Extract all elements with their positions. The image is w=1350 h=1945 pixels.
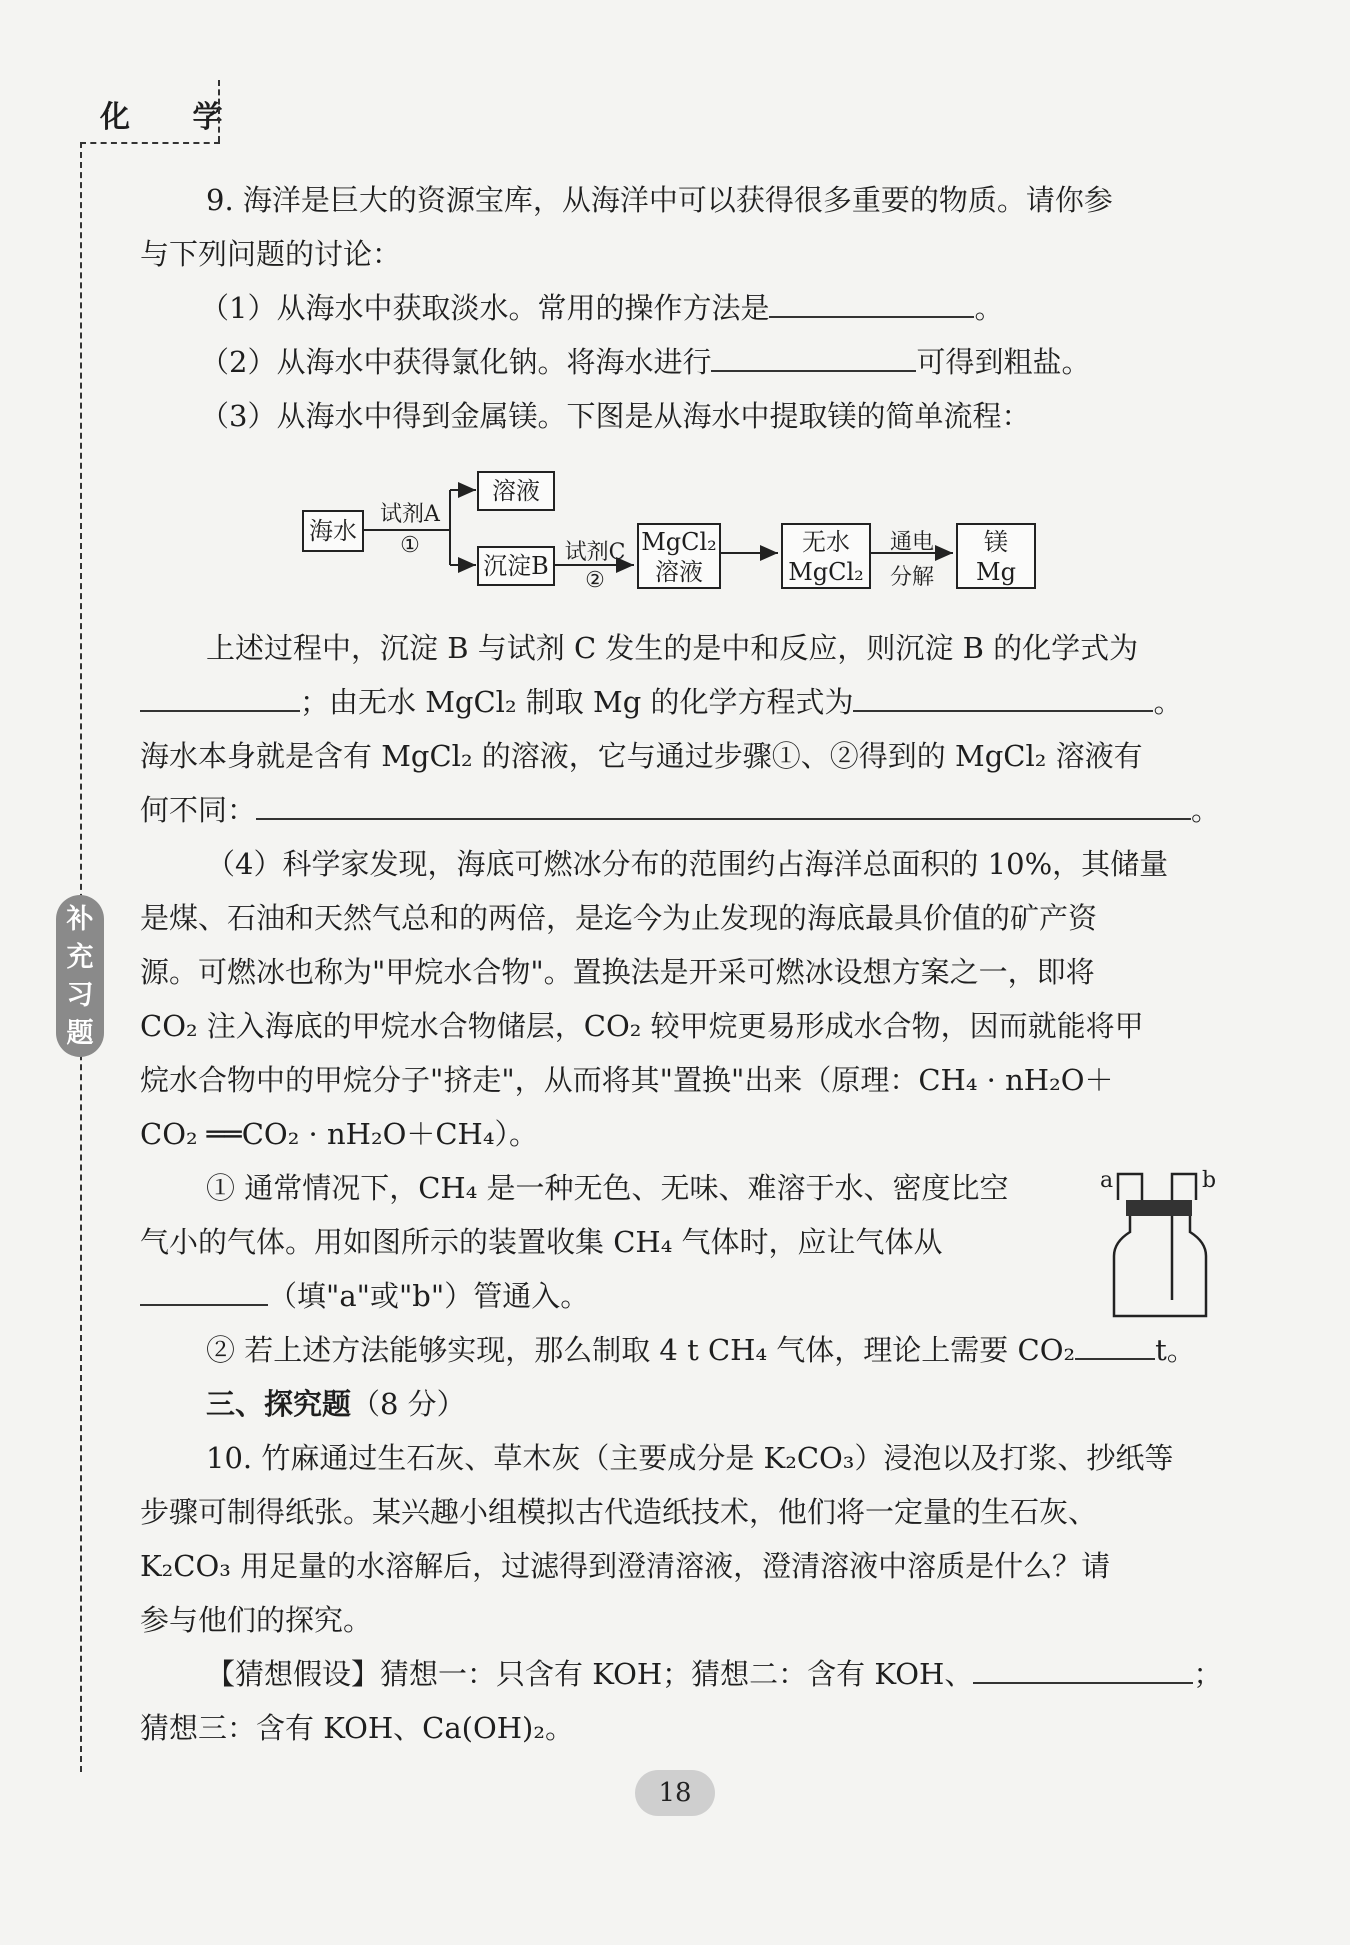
precipitate-b-box: 沉淀B [477,546,555,586]
answer-blank-co2-mass[interactable] [1075,1332,1155,1360]
q9-part4-line-5: 烷水合物中的甲烷分子"挤走"，从而将其"置换"出来（原理：CH₄ · nH₂O＋ [140,1063,1114,1097]
q10-line-4: 参与他们的探究。 [140,1603,373,1637]
q9-part4-line-1: （4）科学家发现，海底可燃冰分布的范围约占海洋总面积的 10%，其储量 [206,847,1169,881]
after-flow-line-1: 上述过程中，沉淀 B 与试剂 C 发生的是中和反应，则沉淀 B 的化学式为 [206,631,1139,665]
electrolysis-label-1: 通电 [889,530,934,555]
answer-blank-tube[interactable] [140,1278,268,1306]
tube-b-label: b [1202,1168,1217,1193]
q9-part2: （2）从海水中获得氯化钠。将海水进行 可得到粗盐。 [200,345,1091,379]
mgcl2-solution-box: MgCl₂ 溶液 [637,523,721,589]
step2-label: ② [585,568,605,593]
q9-part4-line-6: CO₂ ══CO₂ · nH₂O＋CH₄）。 [140,1117,538,1151]
magnesium-box: 镁 Mg [956,523,1036,589]
answer-blank-formula[interactable] [140,684,300,712]
q10-hypothesis-3: 猜想三：含有 KOH、Ca(OH)₂。 [140,1711,574,1745]
section-3-heading: 三、探究题（8 分） [206,1387,466,1421]
after-flow-line-4: 何不同： 。 [140,793,1221,827]
supplementary-exercise-tab: 补 充 习 题 [56,895,104,1057]
reagent-c-label: 试剂C [564,540,626,565]
after-flow-line-3: 海水本身就是含有 MgCl₂ 的溶液，它与通过步骤①、②得到的 MgCl₂ 溶液有 [140,739,1143,773]
q10-line-1: 10. 竹麻通过生石灰、草木灰（主要成分是 K₂CO₃）浸泡以及打浆、抄纸等 [206,1441,1174,1475]
step1-label: ① [400,533,420,558]
page-number: 18 [635,1770,715,1816]
sub1-line-2: 气小的气体。用如图所示的装置收集 CH₄ 气体时，应让气体从 [140,1225,943,1259]
seawater-box: 海水 [302,510,364,552]
answer-blank-equation[interactable] [853,684,1153,712]
answer-blank-difference[interactable] [256,792,1191,820]
q9-line-1: 9. 海洋是巨大的资源宝库，从海洋中可以获得很多重要的物质。请你参 [206,183,1113,217]
subject-header: 化 学 [100,100,249,135]
solution-box: 溶液 [477,471,555,511]
tube-a-label: a [1100,1168,1114,1193]
sub1-line-3: （填"a"或"b"）管通入。 [140,1278,589,1314]
reagent-a-label: 试剂A [380,502,440,527]
sub1-line-1: ① 通常情况下，CH₄ 是一种无色、无味、难溶于水、密度比空 [206,1171,1009,1205]
q10-line-2: 步骤可制得纸张。某兴趣小组模拟古代造纸技术，他们将一定量的生石灰、 [140,1495,1098,1529]
anhydrous-mgcl2-box: 无水 MgCl₂ [781,523,871,589]
answer-blank-hypothesis[interactable] [973,1656,1193,1684]
q9-part3: （3）从海水中得到金属镁。下图是从海水中提取镁的简单流程： [200,399,1031,433]
q9-line-2: 与下列问题的讨论： [140,237,402,271]
after-flow-line-2: ；由无水 MgCl₂ 制取 Mg 的化学方程式为 。 [140,684,1183,720]
q9-part4-line-3: 源。可燃冰也称为"甲烷水合物"。置换法是开采可燃冰设想方案之一，即将 [140,955,1095,989]
q9-part4-line-4: CO₂ 注入海底的甲烷水合物储层，CO₂ 较甲烷更易形成水合物，因而就能将甲 [140,1009,1144,1043]
q9-part1: （1）从海水中获取淡水。常用的操作方法是 。 [200,291,1004,325]
q10-hypothesis-line: 【猜想假设】猜想一：只含有 KOH；猜想二：含有 KOH、 ； [206,1657,1223,1691]
electrolysis-label-2: 分解 [889,565,934,590]
q9-part4-line-2: 是煤、石油和天然气总和的两倍，是迄今为止发现的海底最具价值的矿产资 [140,901,1098,935]
q10-line-3: K₂CO₃ 用足量的水溶解后，过滤得到澄清溶液，澄清溶液中溶质是什么？请 [140,1549,1111,1583]
sub2-line: ② 若上述方法能够实现，那么制取 4 t CH₄ 气体，理论上需要 CO₂ t。 [206,1333,1196,1367]
